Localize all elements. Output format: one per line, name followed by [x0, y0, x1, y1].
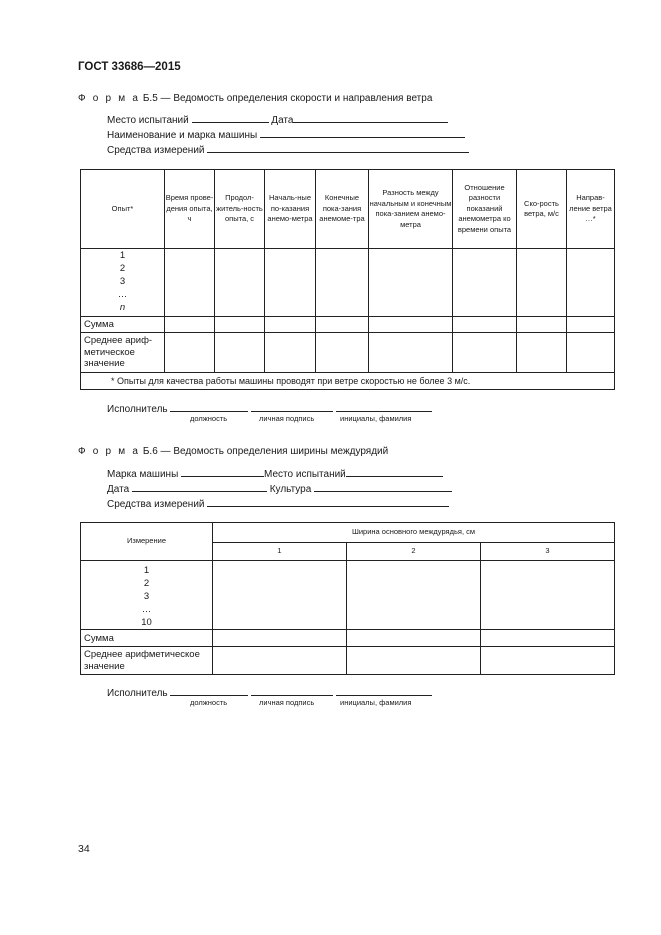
fill-line: [251, 401, 333, 412]
header-cell: Конечные пока-зания анемоме-тра: [316, 170, 369, 249]
table-row: [81, 333, 615, 373]
field-label: Марка машины: [107, 469, 179, 480]
form-b6-title-text: Б.6 — Ведомость определения ширины междурядий: [140, 446, 389, 457]
fill-line: [293, 112, 448, 123]
mean-label: Среднее ариф-метическое значение: [81, 333, 165, 373]
row-number: 1: [119, 250, 126, 261]
data-cell[interactable]: [517, 317, 567, 333]
form-b6-signature: [107, 685, 432, 699]
field-label: Место испытаний: [107, 115, 189, 126]
field-label: Место испытаний: [264, 469, 346, 480]
form-b6-title: [78, 446, 388, 457]
form-b5-field-instruments: [107, 142, 469, 156]
data-cell[interactable]: [316, 333, 369, 373]
data-cell[interactable]: [481, 561, 615, 630]
form-b5-title-text: Б.5 — Ведомость определения скорости и направления ветра: [140, 93, 433, 104]
form-b5-signature: [107, 401, 432, 415]
form-b6-table: [80, 522, 615, 675]
data-cell[interactable]: [517, 333, 567, 373]
header-cell: Продол-житель-ность опыта, с: [215, 170, 265, 249]
fill-line: [192, 112, 269, 123]
data-cell[interactable]: [347, 561, 481, 630]
data-cell[interactable]: [481, 647, 615, 675]
page-number: 34: [78, 843, 90, 855]
document-code: ГОСТ 33686—2015: [78, 61, 181, 73]
row-number: 1: [143, 565, 150, 576]
row-number: 2: [143, 578, 150, 589]
subheader-cell: 1: [213, 543, 347, 561]
caption-initials: инициалы, фамилия: [340, 414, 412, 423]
field-label: Средства измерений: [107, 145, 205, 156]
header-cell: Ширина основного междурядья, см: [213, 523, 615, 543]
row-number: …: [141, 604, 152, 615]
data-cell[interactable]: [265, 249, 316, 317]
fill-line: [181, 466, 264, 477]
data-cell[interactable]: [265, 317, 316, 333]
table-footnote-row: [81, 373, 615, 390]
field-label: Дата: [271, 115, 294, 126]
header-cell: Отношение разности показаний анемометра ко времени опыта: [453, 170, 517, 249]
fill-line: [207, 496, 449, 507]
row-number: n: [119, 302, 126, 313]
row-number: …: [117, 289, 128, 300]
table-header-row: [81, 170, 615, 249]
data-cell[interactable]: [369, 333, 453, 373]
data-cell[interactable]: [213, 630, 347, 647]
header-cell: Время прове-дения опыта, ч: [165, 170, 215, 249]
fill-line: [336, 401, 432, 412]
header-cell: Измерение: [81, 523, 213, 561]
table-row: [81, 647, 615, 675]
data-cell[interactable]: [567, 333, 615, 373]
data-cell[interactable]: [453, 249, 517, 317]
form-b6-title-prefix: Ф о р м а: [78, 446, 141, 457]
data-cell[interactable]: [165, 317, 215, 333]
data-cell[interactable]: [567, 249, 615, 317]
caption-personal-signature: личная подпись: [259, 414, 315, 423]
sum-label: Сумма: [81, 317, 165, 333]
data-cell[interactable]: [213, 561, 347, 630]
header-cell: Опыт*: [81, 170, 165, 249]
field-label: Наименование и марка машины: [107, 130, 258, 141]
fill-line: [170, 401, 248, 412]
data-cell[interactable]: [215, 333, 265, 373]
row-numbers-cell: [81, 561, 213, 630]
table-row: [81, 249, 615, 317]
data-cell[interactable]: [316, 249, 369, 317]
fill-line: [170, 685, 248, 696]
fill-line: [336, 685, 432, 696]
data-cell[interactable]: [517, 249, 567, 317]
caption-position: должность: [190, 414, 228, 423]
field-label: Культура: [269, 484, 312, 495]
row-number: 3: [143, 591, 150, 602]
data-cell[interactable]: [165, 249, 215, 317]
data-cell[interactable]: [369, 249, 453, 317]
data-cell[interactable]: [213, 647, 347, 675]
data-cell[interactable]: [165, 333, 215, 373]
fill-line: [251, 685, 333, 696]
fill-line: [132, 481, 267, 492]
field-label: Средства измерений: [107, 499, 205, 510]
subheader-cell: 2: [347, 543, 481, 561]
sum-label: Сумма: [81, 630, 213, 647]
data-cell[interactable]: [347, 647, 481, 675]
header-cell: Направ-ление ветра …*: [567, 170, 615, 249]
data-cell[interactable]: [453, 333, 517, 373]
form-b6-field-date: [107, 481, 452, 495]
table-row: [81, 630, 615, 647]
data-cell[interactable]: [215, 317, 265, 333]
mean-label: Среднее арифметическое значение: [81, 647, 213, 675]
data-cell[interactable]: [265, 333, 316, 373]
signature-label: Исполнитель: [107, 688, 168, 699]
fill-line: [207, 142, 469, 153]
fill-line: [314, 481, 452, 492]
footnote: * Опыты для качества работы машины проводят при ветре скоростью не более 3 м/с.: [81, 373, 615, 390]
data-cell[interactable]: [369, 317, 453, 333]
form-b5-title-prefix: Ф о р м а: [78, 93, 141, 104]
field-label: Дата: [107, 484, 130, 495]
row-number: 10: [141, 617, 152, 628]
row-number: 2: [119, 263, 126, 274]
data-cell[interactable]: [481, 630, 615, 647]
row-number: 3: [119, 276, 126, 287]
fill-line: [346, 466, 443, 477]
form-b6-field-instruments: [107, 496, 449, 510]
subheader-cell: 3: [481, 543, 615, 561]
table-row: [81, 317, 615, 333]
form-b5-table: [80, 169, 615, 390]
caption-initials: инициалы, фамилия: [340, 698, 412, 707]
form-b5-title: [78, 93, 432, 104]
data-cell[interactable]: [347, 630, 481, 647]
fill-line: [260, 127, 465, 138]
row-numbers-cell: [81, 249, 165, 317]
data-cell[interactable]: [215, 249, 265, 317]
header-cell: Разность между начальным и конечным пока-занием анемо-метра: [369, 170, 453, 249]
data-cell[interactable]: [567, 317, 615, 333]
caption-position: должность: [190, 698, 228, 707]
form-b6-field-machine-brand: [107, 466, 443, 480]
table-header-row: [81, 523, 615, 543]
form-b5-field-test-place: [107, 112, 448, 126]
caption-personal-signature: личная подпись: [259, 698, 315, 707]
header-cell: Началь-ные по-казания анемо-метра: [265, 170, 316, 249]
form-b5-field-machine: [107, 127, 465, 141]
table-row: [81, 561, 615, 630]
data-cell[interactable]: [316, 317, 369, 333]
header-cell: Ско-рость ветра, м/с: [517, 170, 567, 249]
signature-label: Исполнитель: [107, 404, 168, 415]
data-cell[interactable]: [453, 317, 517, 333]
